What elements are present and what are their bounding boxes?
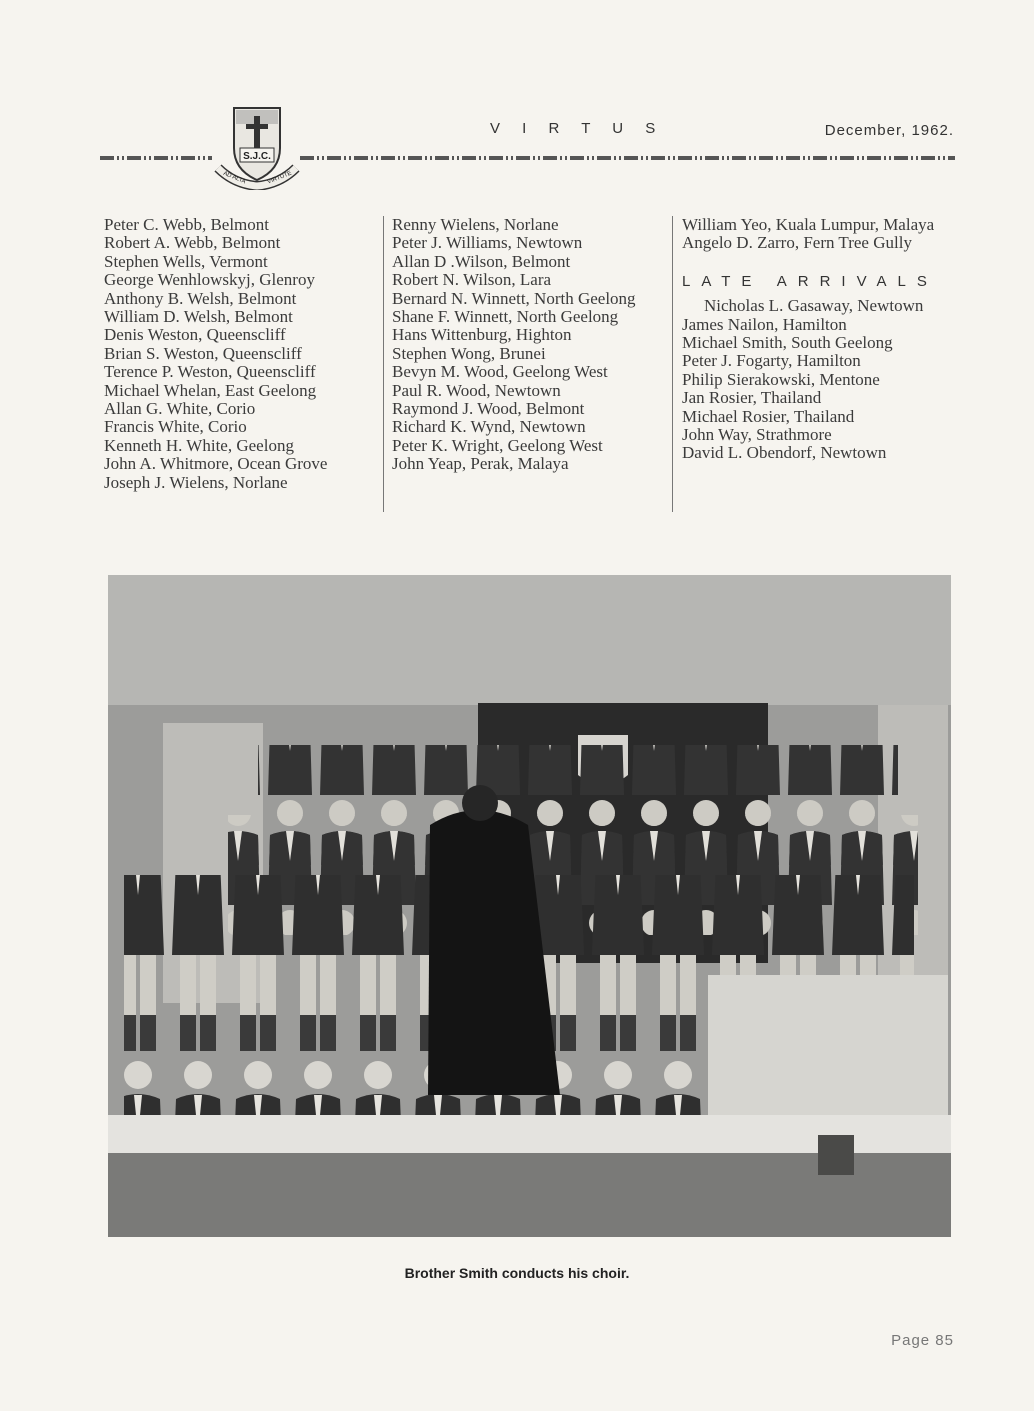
list-item: William Yeo, Kuala Lumpur, Malaya — [682, 215, 935, 234]
list-item: Peter J. Fogarty, Hamilton — [682, 351, 861, 371]
name-column-1 — [104, 216, 376, 492]
header-rule-left — [100, 156, 212, 160]
college-crest-icon — [214, 104, 300, 190]
list-item: Nicholas L. Gasaway, Newtown — [704, 296, 924, 316]
list-item: Allan G. White, Corio — [104, 399, 256, 419]
list-item: Bevyn M. Wood, Geelong West — [392, 362, 608, 382]
list-item: Stephen Wells, Vermont — [104, 251, 268, 271]
choir-photo — [108, 575, 951, 1237]
list-item: John Way, Strathmore — [682, 425, 832, 445]
list-item: Robert N. Wilson, Lara — [392, 270, 552, 290]
list-item: John Yeap, Perak, Malaya — [392, 454, 569, 474]
issue-date: December, 1962. — [824, 122, 954, 139]
crest-initials: S.J.C. — [243, 151, 271, 162]
list-item: Jan Rosier, Thailand — [682, 388, 822, 408]
list-item: Terence P. Weston, Queenscliff — [104, 362, 316, 382]
list-item: Hans Wittenburg, Highton — [392, 325, 572, 345]
list-item: Peter C. Webb, Belmont — [104, 215, 269, 234]
list-item: Michael Rosier, Thailand — [682, 406, 855, 426]
crest-motto-left: AD ALTA — [222, 170, 247, 186]
magazine-title: V I R T U S — [490, 120, 665, 137]
list-item: Anthony B. Welsh, Belmont — [104, 288, 297, 308]
list-item: Bernard N. Winnett, North Geelong — [392, 288, 636, 308]
list-item: Robert A. Webb, Belmont — [104, 233, 281, 253]
list-item: Philip Sierakowski, Mentone — [682, 369, 880, 389]
list-item: Shane F. Winnett, North Geelong — [392, 307, 619, 327]
page-number: Page 85 — [891, 1332, 954, 1349]
list-item: Richard K. Wynd, Newtown — [392, 417, 586, 437]
choir-photo-image — [108, 575, 951, 1237]
list-item: Michael Smith, South Geelong — [682, 333, 893, 353]
name-column-3 — [672, 216, 972, 512]
list-item: Renny Wielens, Norlane — [392, 215, 559, 234]
list-item: Raymond J. Wood, Belmont — [392, 399, 585, 419]
list-item: Joseph J. Wielens, Norlane — [104, 472, 288, 492]
late-arrivals-heading: LATE ARRIVALS — [682, 272, 938, 290]
header-rule-right — [300, 156, 955, 160]
list-item: Michael Whelan, East Geelong — [104, 380, 317, 400]
crest-motto-right: VIRTUTE — [266, 170, 293, 186]
list-item: David L. Obendorf, Newtown — [682, 443, 887, 463]
list-item: James Nailon, Hamilton — [682, 314, 847, 334]
list-item: Kenneth H. White, Geelong — [104, 435, 294, 455]
list-item: Brian S. Weston, Queenscliff — [104, 343, 302, 363]
list-item: Allan D .Wilson, Belmont — [392, 251, 571, 271]
list-item: Denis Weston, Queenscliff — [104, 325, 286, 345]
list-item: Stephen Wong, Brunei — [392, 343, 546, 363]
list-item: Paul R. Wood, Newtown — [392, 380, 561, 400]
list-item: Angelo D. Zarro, Fern Tree Gully — [682, 233, 912, 253]
late-arrivals-first — [682, 297, 972, 315]
photo-caption: Brother Smith conducts his choir. — [404, 1265, 630, 1281]
page-header — [0, 0, 1034, 200]
list-item: Peter J. Williams, Newtown — [392, 233, 583, 253]
list-item: Peter K. Wright, Geelong West — [392, 435, 603, 455]
list-item: William D. Welsh, Belmont — [104, 307, 293, 327]
list-item: Francis White, Corio — [104, 417, 247, 437]
list-item: George Wenhlowskyj, Glenroy — [104, 270, 315, 290]
list-item: John A. Whitmore, Ocean Grove — [104, 454, 328, 474]
name-column-2 — [383, 216, 676, 512]
